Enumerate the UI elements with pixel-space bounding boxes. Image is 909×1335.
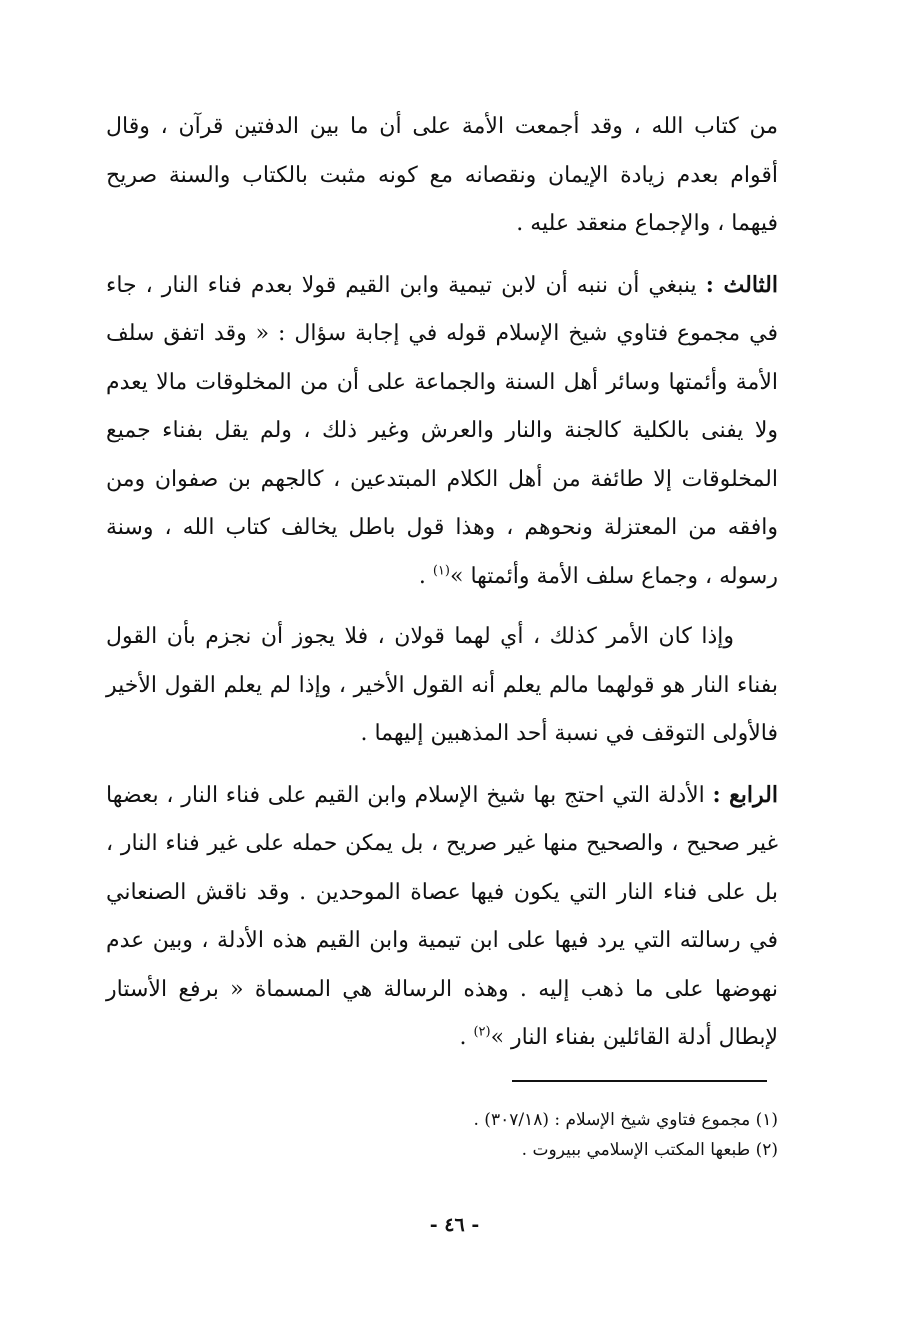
paragraph-2 [106, 261, 778, 602]
paragraph-4-text: الأدلة التي احتج بها شيخ الإسلام وابن القيم على فناء النار ، بعضها غير صحيح ، والصحيح منها غير صريح ، بل يمكن حمله على غير فناء النار ، بل على فناء النار التي يكون فيها عصاة الموحدين . وقد ناقش الصنعاني في رسالته التي يرد فيها على ابن تيمية وابن القيم هذه الأدلة ، وبين عدم نهوضها على ما ذهب إليه . وهذه الرسالة هي المسماة « برفع الأستار لإبطال أدلة القائلين بفناء النار » [106, 782, 778, 1050]
paragraph-3-text: وإذا كان الأمر كذلك ، أي لهما قولان ، فلا يجوز أن نجزم بأن القول بفناء النار هو قولهما مالم يعلم أنه القول الأخير ، وإذا لم يعلم القول الأخير فالأولى التوقف في نسبة أحد المذهبين إليهما . [106, 624, 778, 746]
footnote-2: (٢) طبعها المكتب الإسلامي ببيروت . [521, 1140, 778, 1160]
footnote-1: (١) مجموع فتاوي شيخ الإسلام : (٣٠٧/١٨) . [473, 1110, 778, 1130]
footnote-divider [512, 1080, 767, 1082]
main-text [106, 103, 778, 1063]
footnote-ref-1: (١) [432, 563, 450, 579]
paragraph-2-heading: الثالث : [705, 271, 778, 298]
paragraph-1 [106, 103, 778, 249]
footnotes [106, 1105, 778, 1165]
paragraph-2-text: ينبغي أن ننبه أن لابن تيمية وابن القيم قولا بعدم فناء النار ، جاء في مجموع فتاوي شيخ الإسلام قوله في إجابة سؤال : « وقد اتفق سلف الأمة وأئمتها وسائر أهل السنة والجماعة على أن من المخلوقات مالا يعدم ولا يفنى بالكلية كالجنة والنار والعرش وغير ذلك ، ولم يقل بفناء جميع المخلوقات إلا طائفة من أهل الكلام المبتدعين ، كالجهم بن صفوان ومن وافقه من المعتزلة ونحوهم ، وهذا قول باطل يخالف كتاب الله ، وسنة رسوله ، وجماع سلف الأمة وأئمتها » [106, 272, 778, 589]
paragraph-4 [106, 771, 778, 1063]
paragraph-2-tail: . [418, 563, 433, 589]
footnote-ref-2: (٢) [473, 1024, 491, 1040]
paragraph-4-tail: . [459, 1025, 474, 1050]
paragraph-3 [106, 613, 778, 759]
page-number: - ٤٦ - [429, 1214, 480, 1236]
paragraph-4-heading: الرابع : [712, 781, 778, 808]
paragraph-1-text: من كتاب الله ، وقد أجمعت الأمة على أن ما بين الدفتين قرآن ، وقال أقوام بعدم زيادة الإيمان ونقصانه مع كونه مثبت بالكتاب والسنة صريح فيهما ، والإجماع منعقد عليه . [106, 114, 778, 236]
